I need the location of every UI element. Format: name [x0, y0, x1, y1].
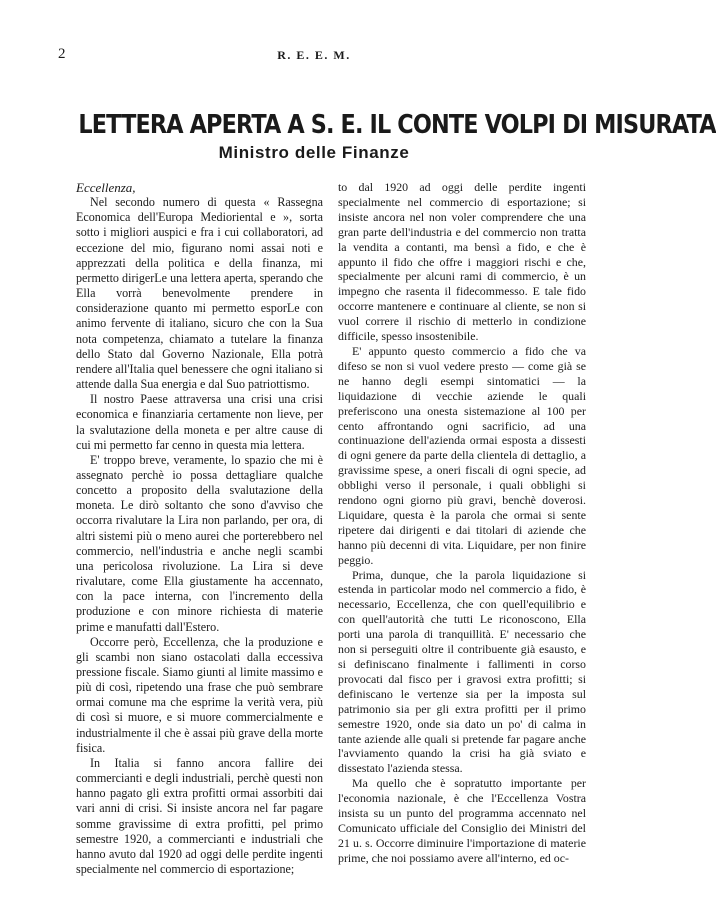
paragraph: Nel secondo numero di questa « Rassegna Economica dell'Europa Medioriental e », sorta sotto i migliori auspici e fra i cui collaboratori, ad eccezione del mio, figurano nomi assai noti e apprezzati della politica e della finanza, mi permetto dirigerLe una lettera aperta, sperando che Ella vorrà benevolmente prendere in considerazione quanto mi permetto esporLe con animo fervente di italiano, sicuro che con la Sua nota competenza, chiamato a tutelare la finanza dello Stato dal Governo Nazionale, Ella potrà rendere all'Italia quel benessere che ogni italiano si attende dalla Sua energia e dal Suo patriottismo. — [76, 195, 323, 392]
paragraph: Il nostro Paese attraversa una crisi una crisi economica e finanziaria certamente non lieve, per la svalutazione della moneta e per altre cause di cui mi permetto far cenno in questa mia lettera. — [76, 392, 323, 452]
paragraph: E' troppo breve, veramente, lo spazio che mi è assegnato perchè io possa dettagliare qualche concetto a proposito della svalutazione della moneta. Le dirò soltanto che sono d'avviso che occorra rivalutare la Lira non parlando, per ora, di altri sistemi più o meno aurei che porterebbero nel commercio, nell'industria e anche negli scambi una pericolosa rivoluzione. La Lira si deve rivalutare, come Ella giustamente ha accennato, con la pace interna, con l'incremento della produzione e con minore richiesta di materie prime e manufatti dall'Estero. — [76, 452, 323, 634]
paragraph: E' appunto questo commercio a fido che va difeso se non si vuol vedere presto — come già se ne hanno degli esempi sintomatici — la liquidazione di vecchie aziende le quali preferiscono una onesta sistemazione al 100 per cento affrontando ogni sacrificio, ad una continuazione dell'azienda ormai esposta a dissesti di ogni genere da parte della clientela di dettaglio, a gravissime spese, a oneri fiscali di ogni specie, ad obblighi verso il personale, i quali obblighi si rendono ogni giorno più gravi, benchè doverosi. Liquidare, questa è la parola che ormai si sente ripetere dai dirigenti e dai titolari di aziende che hanno più decenni di vita. Liquidare, per non finire peggio. — [338, 343, 586, 567]
salutation: Eccellenza, — [76, 180, 136, 195]
paragraph: Prima, dunque, che la parola liquidazione si estenda in particolar modo nel commercio a fido, è necessario, Eccellenza, che con quell'equilibrio e con quell'autorità che tutti Le riconoscono, Ella porti una parola di tranquillità. E' necessario che non si perseguiti oltre il contribuente già esausto, e si definiscano finalmente i fallimenti in corso provocati dal fisco per i gravosi extra profitti; si definiscano le vertenze sia per la imposta sul patrimonio sia per gli extra profitti per il primo semestre 1920, onde sia dato un po' di calma in tante aziende alle quali si pretende far pagare anche l'avviamento quando la crisi ha già sviato e dissestato l'azienda stessa. — [338, 567, 586, 776]
paragraph: to dal 1920 ad oggi delle perdite ingenti specialmente nel commercio di esportazione; si insiste ancora nel non voler comprendere che una gran parte dell'industria e del commercio non tratta la vendita a contanti, ma bensì a fido, e che è appunto il fido che offre i maggiori rischi e che, specialmente per alcuni rami di commercio, è un impegno che rasenta il fidecommesso. E tale fido occorre mantenere e continuare al cliente, se non si vuol correre il rischio di metterlo in condizione difficile, spesso insostenibile. — [338, 180, 586, 344]
left-column — [76, 180, 323, 877]
page-number: 2 — [58, 46, 66, 62]
article-title: LETTERA APERTA A S. E. IL CONTE VOLPI DI MISURATA — [78, 110, 716, 140]
paragraph: In Italia si fanno ancora fallire dei commercianti e degli industriali, perchè questi non hanno pagato gli extra profitti ormai assorbiti dai vari anni di crisi. Si insiste ancora nel far pagare somme gravissime di extra profitti, pel primo semestre 1920, a commercianti e industriali che hanno avuto dal 1920 ad oggi delle perdite ingenti specialmente nel commercio di esportazione; — [76, 755, 323, 877]
right-column — [338, 180, 586, 866]
paragraph: Ma quello che è sopratutto importante per l'economia nazionale, è che l'Eccellenza Vostra insista su un punto del programma accennato nel Comunicato ufficiale del Consiglio dei Ministri del 21 u. s. Occorre diminuire l'importazione di materie prime, che noi possiamo avere all'interno, ed oc- — [338, 776, 586, 865]
article-subtitle: Ministro delle Finanze — [218, 143, 410, 162]
paragraph: Occorre però, Eccellenza, che la produzione e gli scambi non siano ostacolati dalla eccessiva pressione fiscale. Siamo giunti al limite massimo e più di così, ripetendo una frase che può sembrare ormai comune ma che esprime la verità vera, più di così si muore, e si muore commercialmente e industrialmente il che è assai più grave della morte fisica. — [76, 634, 323, 755]
running-head: R. E. E. M. — [277, 48, 351, 62]
